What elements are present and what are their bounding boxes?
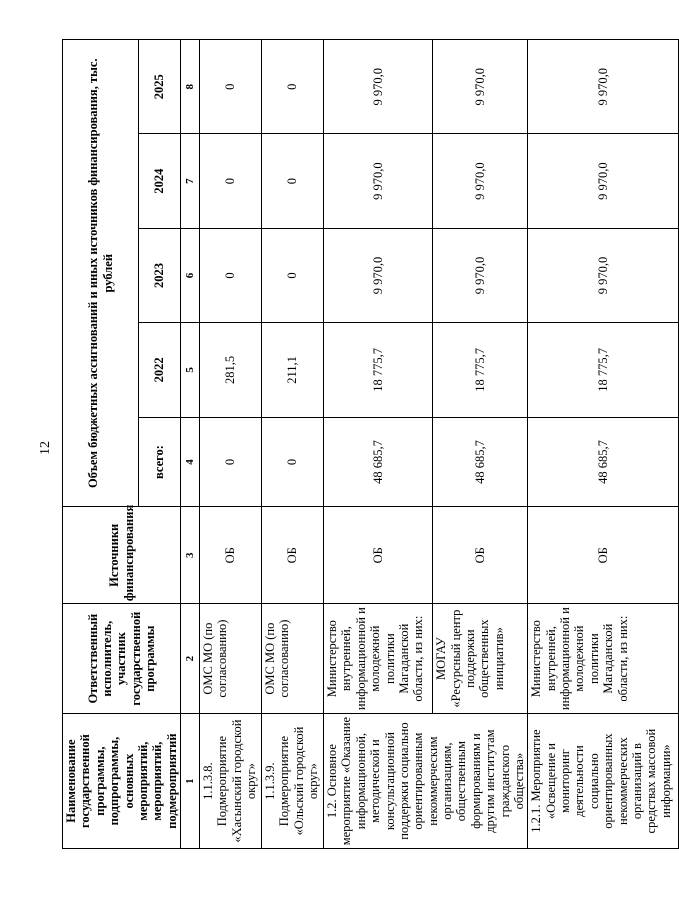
header-year-2023: 2023 xyxy=(139,228,181,322)
column-number: 7 xyxy=(181,134,200,228)
row-value-2022: 281,5 xyxy=(200,323,262,417)
row-value-2023: 9 970,0 xyxy=(433,228,528,322)
header-source: Источники финансирования xyxy=(63,507,181,604)
header-row-1 xyxy=(63,40,139,849)
row-value-2025: 9 970,0 xyxy=(528,40,679,134)
column-number: 2 xyxy=(181,604,200,714)
row-total: 0 xyxy=(262,417,324,507)
row-value-2023: 0 xyxy=(262,228,324,322)
row-name: 1.1.3.8. Подмероприятие «Хасынский городской округ» xyxy=(200,714,262,849)
financing-table xyxy=(62,39,679,849)
row-executor: Министерство внутренней, информационной и молодежной политики Магаданской области, из них: xyxy=(324,604,433,714)
header-year-2022: 2022 xyxy=(139,323,181,417)
header-executor: Ответственный исполнитель, участник государственной программы xyxy=(63,604,181,714)
row-value-2024: 9 970,0 xyxy=(324,134,433,228)
row-value-2023: 0 xyxy=(200,228,262,322)
row-name: 1.1.3.9. Подмероприятие «Ольский городской округ» xyxy=(262,714,324,849)
table-row xyxy=(262,40,324,849)
row-source: ОБ xyxy=(324,507,433,604)
header-volume: Объем бюджетных ассигнований и иных источников финансирования, тыс. рублей xyxy=(63,40,139,507)
row-total: 48 685,7 xyxy=(528,417,679,507)
header-name: Наименование государственной программы, подпрограммы, основных мероприятий, мероприятий, подмероприятий xyxy=(63,714,181,849)
table-row xyxy=(200,40,262,849)
row-total: 48 685,7 xyxy=(433,417,528,507)
rotated-table-sheet xyxy=(62,39,673,849)
row-executor: МОГАУ «Ресурсный центр поддержки общественных инициатив» xyxy=(433,604,528,714)
row-value-2025: 0 xyxy=(262,40,324,134)
row-value-2022: 18 775,7 xyxy=(324,323,433,417)
row-value-2022: 18 775,7 xyxy=(433,323,528,417)
row-executor: ОМС МО (по согласованию) xyxy=(200,604,262,714)
table-row xyxy=(324,40,433,849)
row-value-2024: 9 970,0 xyxy=(433,134,528,228)
row-total: 0 xyxy=(200,417,262,507)
column-number: 6 xyxy=(181,228,200,322)
column-number: 5 xyxy=(181,323,200,417)
row-value-2022: 211,1 xyxy=(262,323,324,417)
page-number: 12 xyxy=(38,441,53,455)
row-value-2025: 9 970,0 xyxy=(324,40,433,134)
column-number-row xyxy=(181,40,200,849)
row-value-2024: 0 xyxy=(262,134,324,228)
column-number: 1 xyxy=(181,714,200,849)
row-value-2023: 9 970,0 xyxy=(324,228,433,322)
header-year-2024: 2024 xyxy=(139,134,181,228)
header-year-2025: 2025 xyxy=(139,40,181,134)
row-value-2024: 0 xyxy=(200,134,262,228)
column-number: 4 xyxy=(181,417,200,507)
column-number: 3 xyxy=(181,507,200,604)
row-source: ОБ xyxy=(528,507,679,604)
row-source: ОБ xyxy=(262,507,324,604)
table-row xyxy=(528,40,679,849)
row-source: ОБ xyxy=(433,507,528,604)
header-total: всего: xyxy=(139,417,181,507)
row-value-2023: 9 970,0 xyxy=(528,228,679,322)
row-executor: ОМС МО (по согласованию) xyxy=(262,604,324,714)
row-name: 1.2.1. Мероприятие «Освещение и мониторинг деятельности социально ориентированных некоммерческих организаций в средствах массовой информации» xyxy=(528,714,679,849)
row-name: 1.2. Основное мероприятие «Оказание информационной, методической и консультационной поддержки социально ориентированным некоммерческим организациям, общественным формированиям и другим институтам гражданского общества» xyxy=(324,714,528,849)
row-value-2024: 9 970,0 xyxy=(528,134,679,228)
row-executor: Министерство внутренней, информационной и молодежной политики Магаданской области, из них: xyxy=(528,604,679,714)
row-value-2022: 18 775,7 xyxy=(528,323,679,417)
column-number: 8 xyxy=(181,40,200,134)
row-total: 48 685,7 xyxy=(324,417,433,507)
row-value-2025: 0 xyxy=(200,40,262,134)
row-value-2025: 9 970,0 xyxy=(433,40,528,134)
row-source: ОБ xyxy=(200,507,262,604)
